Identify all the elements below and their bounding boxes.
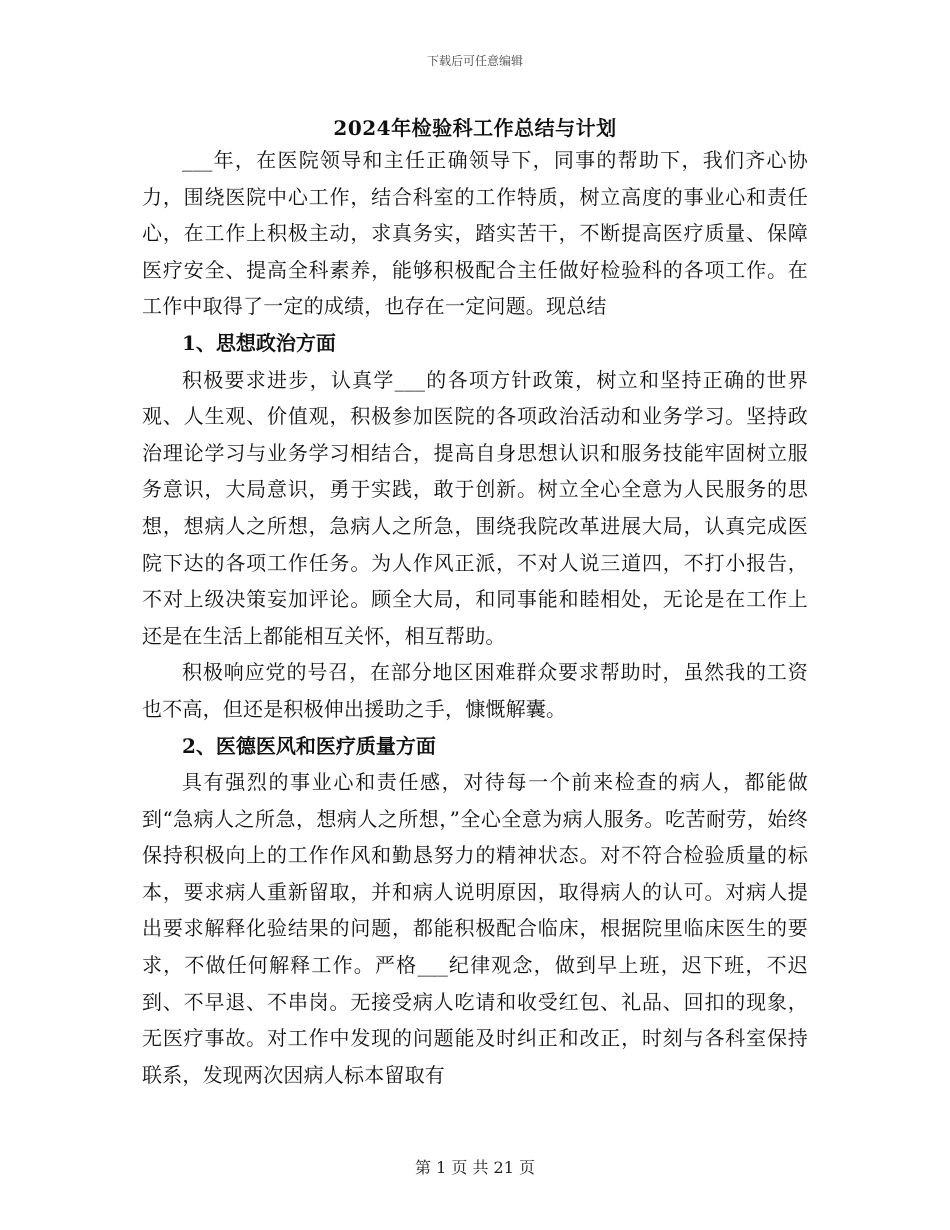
section-heading-1: 1、思想政治方面 (182, 330, 336, 355)
paragraph-politics: 积极要求进步，认真学___的各项方针政策，树立和坚持正确的世界观、人生观、价值观，积极参加医院的各项政治活动和业务学习。坚持政治理论学习与业务学习相结合，提高自身思想认识和服务技能牢固树立服务意识，大局意识，勇于实践，敢于创新。树立全心全意为人民服务的思想，想病人之所想，急病人之所急，围绕我院改革进展大局，认真完成医院下达的各项工作任务。为人作风正派，不对人说三道四，不打小报告，不对上级决策妄加评论。顾全大局，和同事能和睦相处，无论是在工作上还是在生活上都能相互关怀，相互帮助。 (142, 367, 808, 648)
document-title: 2024年检验科工作总结与计划 (333, 116, 617, 140)
paragraph-assistance: 积极响应党的号召，在部分地区困难群众要求帮助时，虽然我的工资也不高，但还是积极伸出援助之手，慷慨解囊。 (142, 660, 808, 721)
header-note: 下载后可任意编辑 (426, 54, 523, 68)
paragraph-ethics: 具有强烈的事业心和责任感，对待每一个前来检查的病人，都能做到“急病人之所急，想病人之所想，”全心全意为病人服务。吃苦耐劳，始终保持积极向上的工作作风和勤恳努力的精神状态。对不符合检验质量的标本，要求病人重新留取，并和病人说明原因，取得病人的认可。对病人提出要求解释化验结果的问题，都能积极配合临床，根据院里临床医生的要求，不做任何解释工作。严格___纪律观念，做到早上班，迟下班，不迟到、不早退、不串岗。无接受病人吃请和收受红包、礼品、回扣的现象，无医疗事故。对工作中发现的问题能及时纠正和改正，时刻与各科室保持联系，发现两次因病人标本留取有 (142, 770, 808, 1087)
document-body (142, 142, 808, 1093)
paragraph-intro: ___年，在医院领导和主任正确领导下，同事的帮助下，我们齐心协力，围绕医院中心工作，结合科室的工作特质，树立高度的事业心和责任心，在工作上积极主动，求真务实，踏实苦干，不断提高医疗质量、保障医疗安全、提高全科素养，能够积极配合主任做好检验科的各项工作。在工作中取得了一定的成绩，也存在一定问题。现总结 (142, 148, 808, 319)
section-heading-2: 2、医德医风和医疗质量方面 (182, 733, 436, 758)
page-number: 第 1 页 共 21 页 (415, 1158, 535, 1177)
